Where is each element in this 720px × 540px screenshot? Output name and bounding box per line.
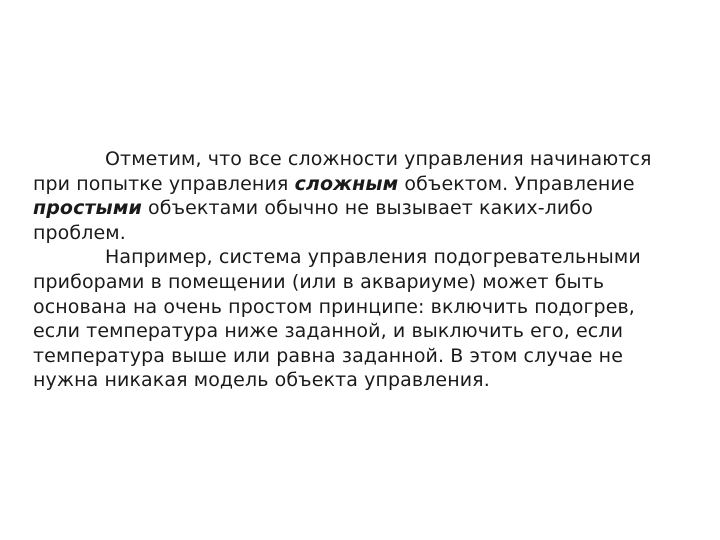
paragraph-1-text-e: объектами обычно не вызывает каких-либо проблем.: [33, 197, 593, 244]
emphasis-complex: сложным: [294, 172, 399, 195]
body-text: [33, 147, 683, 393]
emphasis-simple: простыми: [33, 197, 142, 220]
paragraph-1-text-a: Отметим, что все сложности управления начинаются при попытке управления: [33, 148, 652, 195]
paragraph-1: [33, 147, 683, 245]
paragraph-1-text-c: объектом. Управление: [398, 172, 635, 195]
paragraph-2: Например, система управления подогревательными приборами в помещении (или в аквариуме) может быть основана на очень простом принципе: включить подогрев, если температура ниже заданной, и выключить его, если температура выше или равна заданной. В этом случае не нужна никакая модель объекта управления.: [33, 246, 641, 392]
